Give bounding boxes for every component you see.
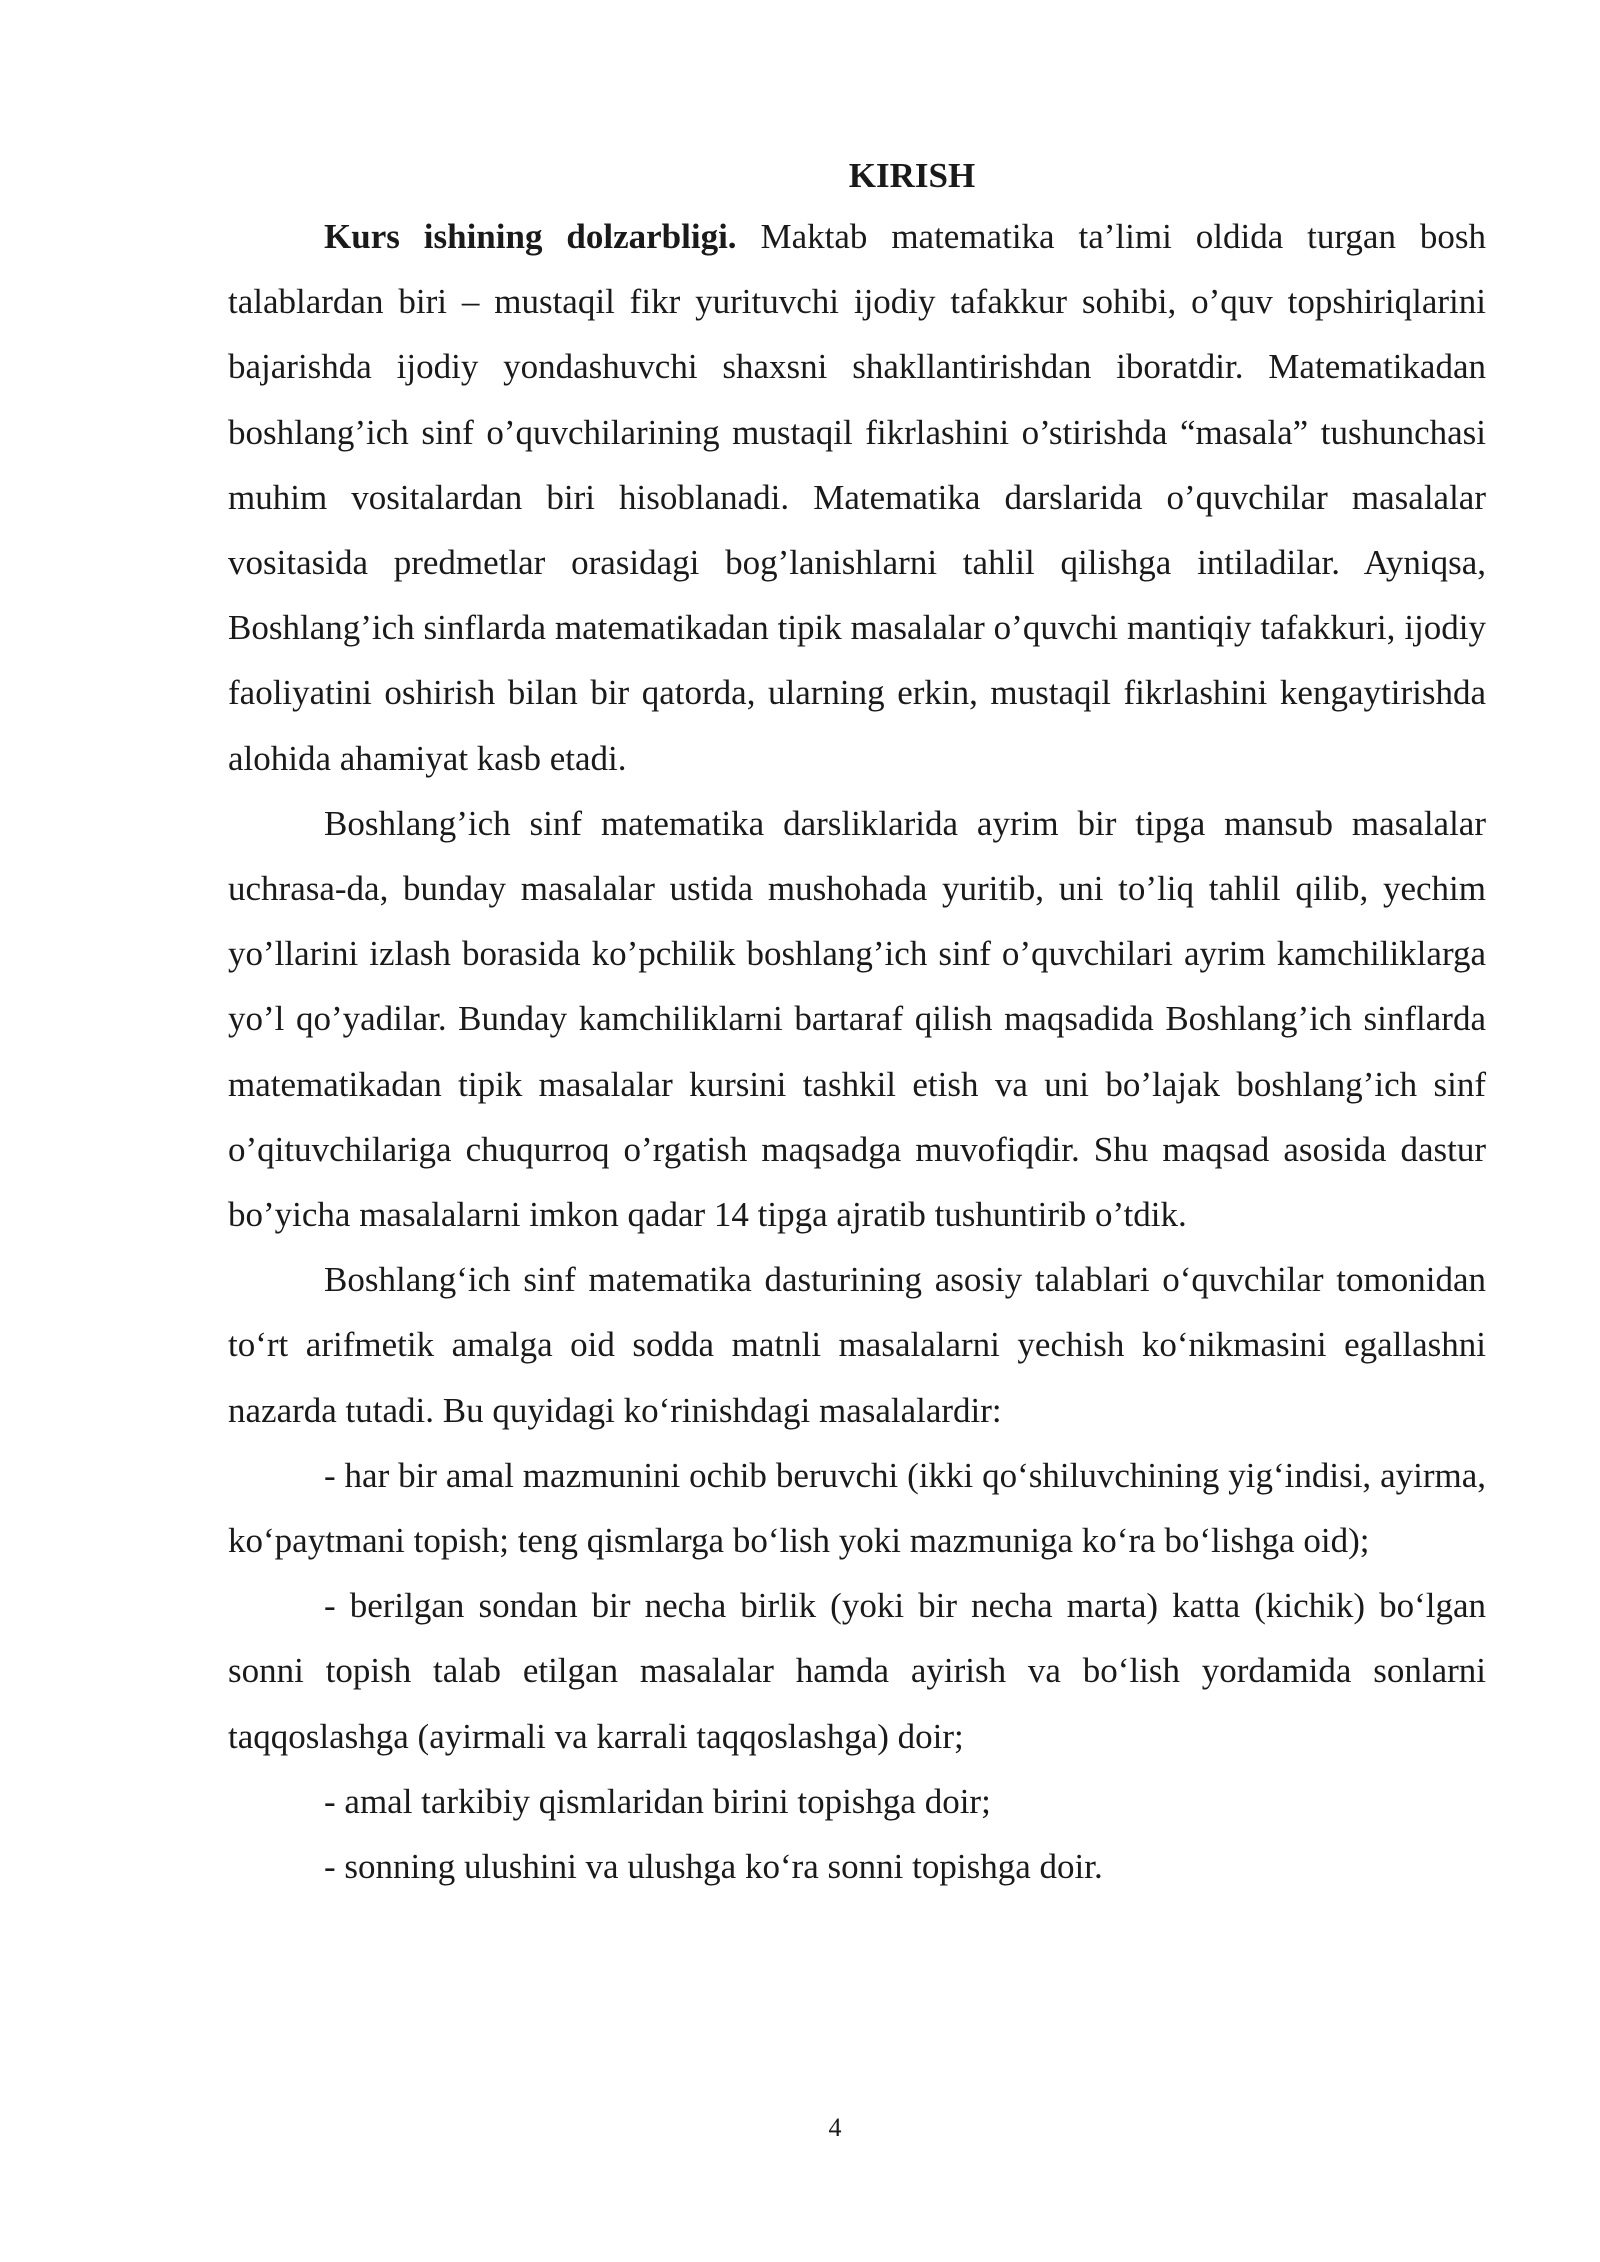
paragraph-1: Boshlang’ich sinf matematika darsliklarida ayrim bir tipga mansub masalalar uchrasa-da, bunday masalalar ustida mushohada yuritib, uni to’liq tahlil qilib, yechim yo’llarini izlash borasida ko’pchilik boshlang’ich sinf o’quvchilari ayrim kamchiliklarga yo’l qo’yadilar. Bunday kamchiliklarni bartaraf qilish maqsadida Boshlang’ich sinflarda matematikadan tipik masalalar kursini tashkil etish va uni bo’lajak boshlang’ich sinf o’qituvchilariga chuqurroq o’rgatish maqsadga muvofiqdir. Shu maqsad asosida dastur bo’yicha masalalarni imkon qadar 14 tipga ajratib tushuntirib o’tdik.: [228, 803, 1486, 1235]
intro-lead: Kurs ishining dolzarbligi.: [324, 217, 737, 256]
list-item-4: - sonning ulushini va ulushga ko‘ra sonni topishga doir.: [324, 1847, 1103, 1887]
page-title: KIRISH: [848, 156, 976, 195]
list-item-3: - amal tarkibiy qismlaridan birini topishga doir;: [324, 1781, 991, 1821]
intro-text: Maktab matematika ta’limi oldida turgan bosh talablardan biri – mustaqil fikr yurituvchi ijodiy tafakkur sohibi, o’quv topshiriqlarini bajarishda ijodiy yondashuvchi shaxsni shakllantirishdan iboratdir. Matematikadan boshlang’ich sinf o’quvchilarining mustaqil fikrlashini o’stirishda “masala” tushunchasi muhim vositalardan biri hisoblanadi. Matematika darslarida o’quvchilar masalalar vositasida predmetlar orasidagi bog’lanishlarni tahlil qilishga intiladilar. Ayniqsa, Boshlang’ich sinflarda matematikadan tipik masalalar o’quvchi mantiqiy tafakkuri, ijodiy faoliyatini oshirish bilan bir qatorda, ularning erkin, mustaqil fikrlashini kengaytirishda alohida ahamiyat kasb etadi.: [228, 217, 1486, 778]
list-item-1: - har bir amal mazmunini ochib beruvchi (ikki qo‘shiluvchining yig‘indisi, ayirma, ko‘paytmani topish; teng qismlarga bo‘lish yoki mazmuniga ko‘ra bo‘lishga oid);: [228, 1455, 1486, 1561]
list-item-2: - berilgan sondan bir necha birlik (yoki bir necha marta) katta (kichik) bo‘lgan sonni topish talab etilgan masalalar hamda ayirish va bo‘lish yordamida sonlarni taqqoslashga (ayirmali va karrali taqqoslashga) doir;: [228, 1586, 1486, 1756]
paragraph-2: Boshlang‘ich sinf matematika dasturining asosiy talablari o‘quvchilar tomonidan to‘rt arifmetik amalga oid sodda matnli masalalarni yechish ko‘nikmasini egallashni nazarda tutadi. Bu quyidagi ko‘rinishdagi masalalardir:: [228, 1260, 1486, 1430]
page-content: [228, 148, 1486, 1899]
page-number: 4: [828, 2113, 842, 2142]
intro-paragraph: [228, 204, 1486, 791]
